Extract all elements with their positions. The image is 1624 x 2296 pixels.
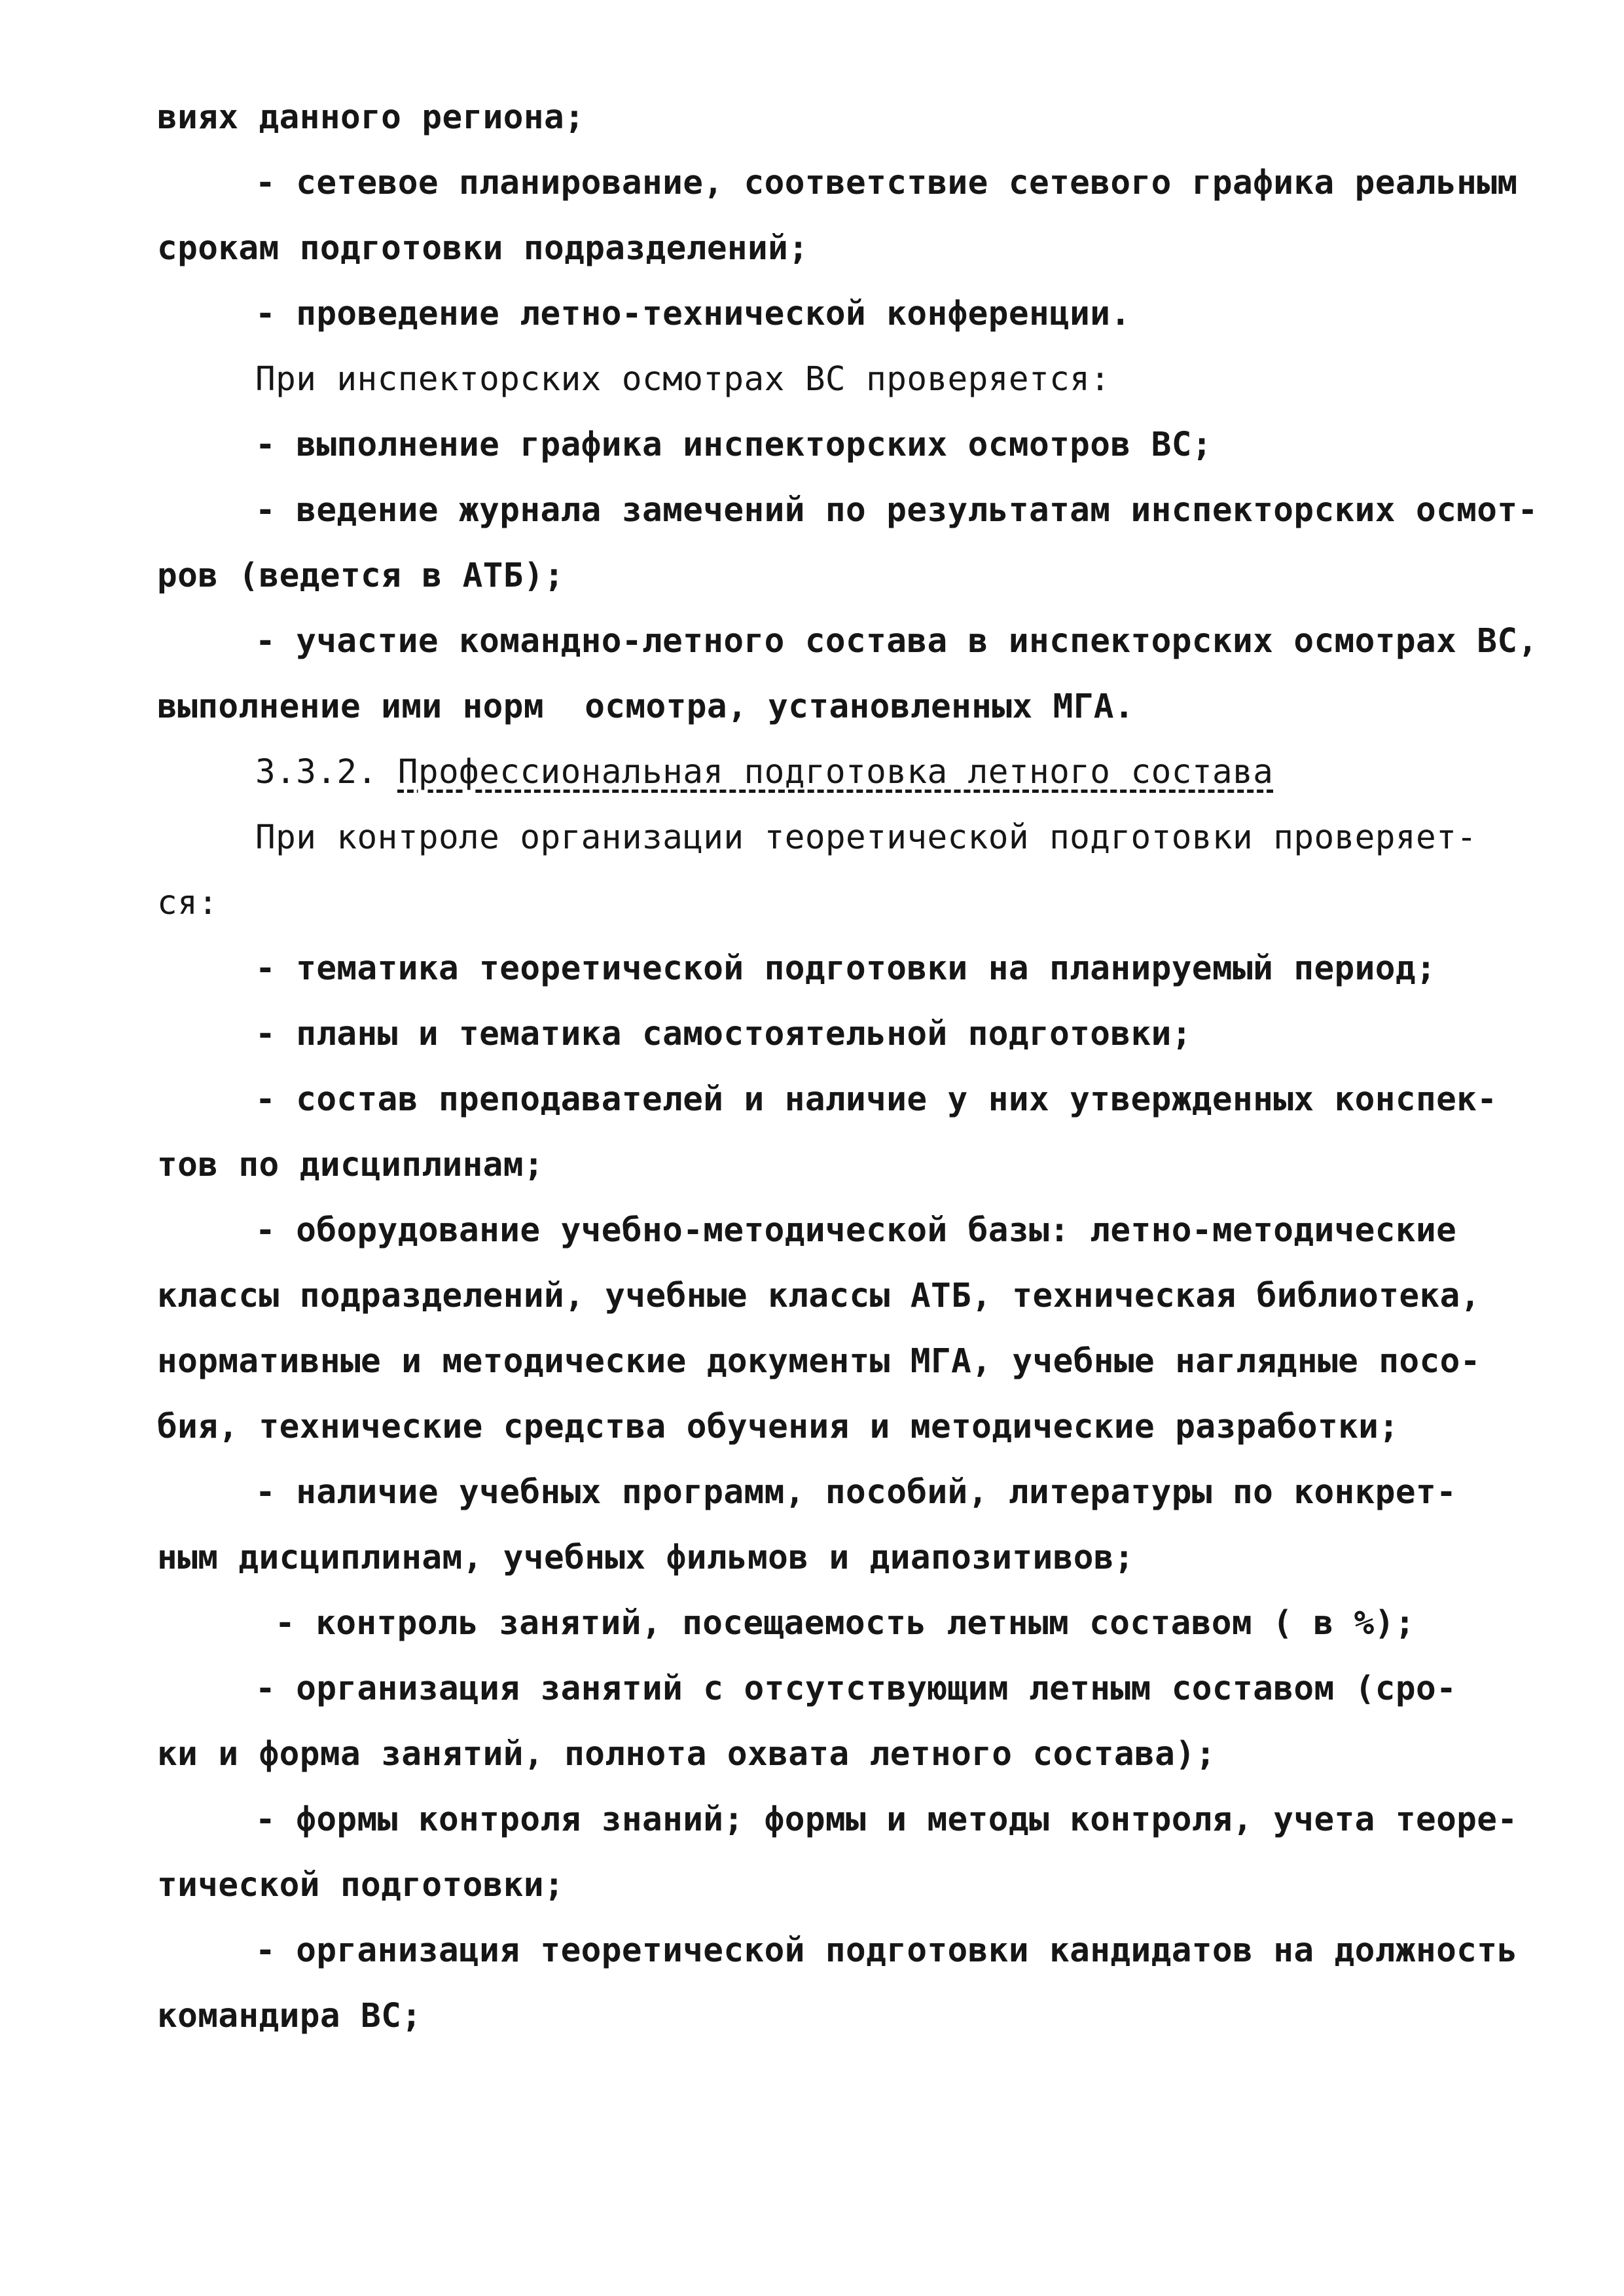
text-line: - выполнение графика инспекторских осмотров ВС; bbox=[255, 426, 1212, 464]
section-number: 3.3.2. bbox=[255, 753, 398, 792]
text-line: - контроль занятий, посещаемость летным составом ( в %); bbox=[275, 1604, 1415, 1643]
text-line: - участие командно-летного состава в инспекторских осмотрах ВС, bbox=[255, 622, 1538, 661]
text-line: виях данного региона; bbox=[157, 98, 585, 137]
text-line: - организация теоретической подготовки кандидатов на должность bbox=[255, 1931, 1518, 1970]
text-line: - состав преподавателей и наличие у них утвержденных конспек- bbox=[255, 1080, 1498, 1119]
text-line: - ведение журнала замечений по результатам инспекторских осмот- bbox=[255, 491, 1538, 530]
document-page bbox=[157, 85, 1545, 2049]
text-line: - организация занятий с отсутствующим летным составом (сро- bbox=[255, 1669, 1457, 1708]
text-line: - оборудование учебно-методической базы: летно-методические bbox=[255, 1211, 1457, 1250]
text-line: ся: bbox=[157, 884, 219, 922]
text-line: тов по дисциплинам; bbox=[157, 1146, 544, 1184]
text-line: выполнение ими норм осмотра, установленных МГА. bbox=[157, 687, 1135, 726]
text-line: ным дисциплинам, учебных фильмов и диапозитивов; bbox=[157, 1539, 1135, 1577]
text-line: командира ВС; bbox=[157, 1997, 422, 2035]
section-heading bbox=[157, 740, 1545, 805]
section-title: Профессиональная подготовка летного состава bbox=[397, 753, 1274, 792]
text-line: ки и форма занятий, полнота охвата летного состава); bbox=[157, 1735, 1216, 1774]
text-line: - формы контроля знаний; формы и методы контроля, учета теоре- bbox=[255, 1800, 1518, 1839]
text-line: - сетевое планирование, соответствие сетевого графика реальным bbox=[255, 164, 1518, 202]
text-line: - проведение летно-технической конференции. bbox=[255, 295, 1131, 333]
text-line: тической подготовки; bbox=[157, 1866, 565, 1904]
text-line: бия, технические средства обучения и методические разработки; bbox=[157, 1408, 1399, 1446]
text-line: срокам подготовки подразделений; bbox=[157, 229, 809, 268]
text-line: - тематика теоретической подготовки на планируемый период; bbox=[255, 949, 1437, 988]
text-line: - наличие учебных программ, пособий, литературы по конкрет- bbox=[255, 1473, 1457, 1512]
text-line: - планы и тематика самостоятельной подготовки; bbox=[255, 1015, 1192, 1053]
text-line: При контроле организации теоретической подготовки проверяет- bbox=[255, 818, 1477, 857]
text-line: нормативные и методические документы МГА, учебные наглядные посо- bbox=[157, 1342, 1481, 1381]
text-line: ров (ведется в АТБ); bbox=[157, 556, 565, 595]
text-line: классы подразделений, учебные классы АТБ, техническая библиотека, bbox=[157, 1277, 1481, 1315]
text-line: При инспекторских осмотрах ВС проверяется: bbox=[255, 360, 1111, 399]
